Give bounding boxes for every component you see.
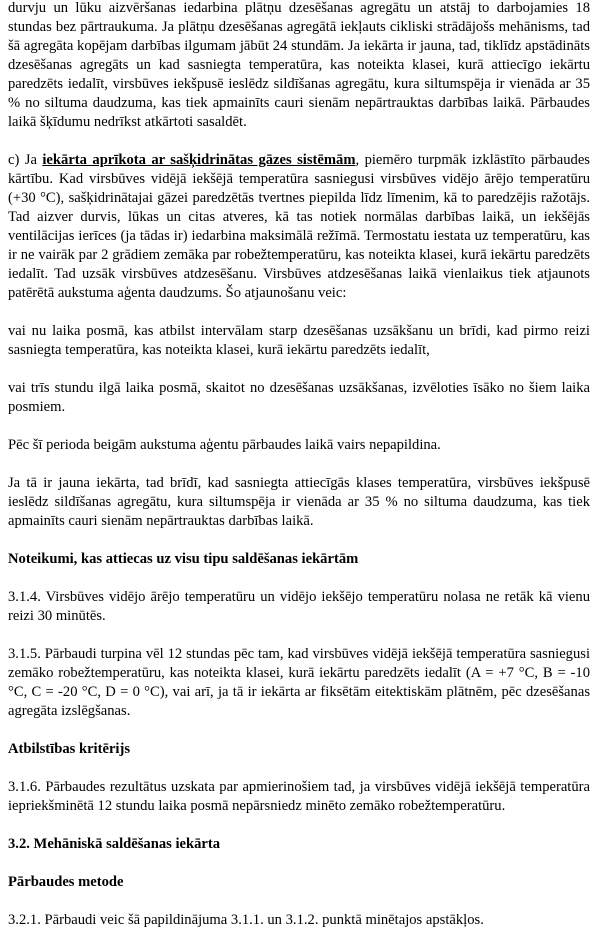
- section-heading-test-method: Pārbaudes metode: [8, 874, 124, 890]
- paragraph-body: , piemēro turpmāk izklāstīto pārbaudes kārtību. Kad virsbūves vidējā iekšējā temperatūra sasniegusi virsbūves vidējo ārējo temperatūru (+30 °C), sašķidrinātajai gāzei paredzētās tvertnes piepilda līdz līmenim, kā to paredzējis ražotājs. Tad aizver durvis, lūkas un citas atveres, kā tas notiek normālas darbības laikā, un iekšējās ventilācijas ierīces (ja tādas ir) iedarbina maksimālā režīmā. Termostatu iestata uz temperatūru, kas ir ne vairāk par 2 grādiem zemāka par robežtemperatūru, kas noteikta klasei, kurā iekārtu paredzēts iedalīt. Tad uzsāk virsbūves atdzesēšanu. Virsbūves atdzesēšanas laikā vienlaikus tiek atjaunots patērētā aukstuma aģenta daudzums. Šo atjaunošanu veic:: [8, 152, 590, 301]
- section-heading-general-rules: Noteikumi, kas attiecas uz visu tipu saldēšanas iekārtām: [8, 551, 359, 567]
- paragraph-prefix: c) Ja: [8, 152, 43, 168]
- paragraph-plate-cooling: durvju un lūku aizvēršanas iedarbina plātņu dzesēšanas agregātu un atstāj to darbojamies 18 stundas bez pārtraukuma. Ja plātņu dzesēšanas agregātā iekļauts cikliski strādājošs mehānisms, tad šā agregāta kopējam darbības ilgumam jābūt 24 stundām. Ja iekārta ir jauna, tad, tiklīdz apstādināts dzesēšanas agregāts un kad sasniegta temperatūra, kas noteikta klasei, kurā attiecīgo iekārtu paredzēts iedalīt, virsbūves iekšpusē ieslēdz sildīšanas agregātu, kura siltumspēja ir vienāda ar 35 % no siltuma daudzuma, kas tiek apmainīts cauri sienām nepārtrauktas darbības laikā. Pārbaudes laikā šķīdumu nedrīkst atkārtoti sasaldēt.: [8, 0, 590, 130]
- section-heading-mechanical-unit: 3.2. Mehāniskā saldēšanas iekārta: [8, 836, 221, 852]
- paragraph-3-1-5: 3.1.5. Pārbaudi turpina vēl 12 stundas pēc tam, kad virsbūves vidējā iekšējā temperatūra sasniegusi zemāko robežtemperatūru, kas noteikta klasei, kurā iekārtu paredzēts iedalīt (A = +7 °C, B = -10 °C, C = -20 °C, D = 0 °C), vai arī, ja tā ir iekārta ar fiksētām eitektiskām plātnēm, pēc dzesēšanas agregāta izslēgšanas.: [8, 646, 590, 719]
- paragraph-3-1-4: 3.1.4. Virsbūves vidējo ārējo temperatūru un vidējo iekšējo temperatūru nolasa ne retāk kā vienu reizi 30 minūtēs.: [8, 589, 590, 624]
- paragraph-option-first: vai nu laika posmā, kas atbilst intervālam starp dzesēšanas uzsākšanu un brīdi, kad pirmo reizi sasniegta temperatūra, kas noteikta klasei, kurā iekārtu paredzēts iedalīt,: [8, 323, 590, 358]
- emphasized-phrase: iekārta aprīkota ar sašķidrinātas gāzes sistēmām: [42, 152, 356, 168]
- paragraph-new-equipment: Ja tā ir jauna iekārta, tad brīdī, kad sasniegta attiecīgās klases temperatūra, virsbūves iekšpusē ieslēdz sildīšanas agregātu, kura siltumspēja ir vienāda ar 35 % no siltuma daudzuma, kas tiek apmainīts cauri sienām nepārtrauktas darbības laikā.: [8, 475, 590, 529]
- paragraph-3-2-1: 3.2.1. Pārbaudi veic šā papildinājuma 3.1.1. un 3.1.2. punktā minētajos apstākļos.: [8, 912, 484, 928]
- paragraph-after-period: Pēc šī perioda beigām aukstuma aģentu pārbaudes laikā vairs nepapildina.: [8, 437, 441, 453]
- paragraph-liquefied-gas: [8, 151, 590, 303]
- section-heading-criterion: Atbilstības kritērijs: [8, 741, 131, 757]
- paragraph-option-second: vai trīs stundu ilgā laika posmā, skaitot no dzesēšanas uzsākšanas, izvēloties īsāko no šiem laika posmiem.: [8, 380, 590, 415]
- paragraph-3-1-6: 3.1.6. Pārbaudes rezultātus uzskata par apmierinošiem tad, ja virsbūves vidējā iekšējā temperatūra iepriekšminētā 12 stundu laika posmā nepārsniedz minēto zemāko robežtemperatūru.: [8, 779, 590, 814]
